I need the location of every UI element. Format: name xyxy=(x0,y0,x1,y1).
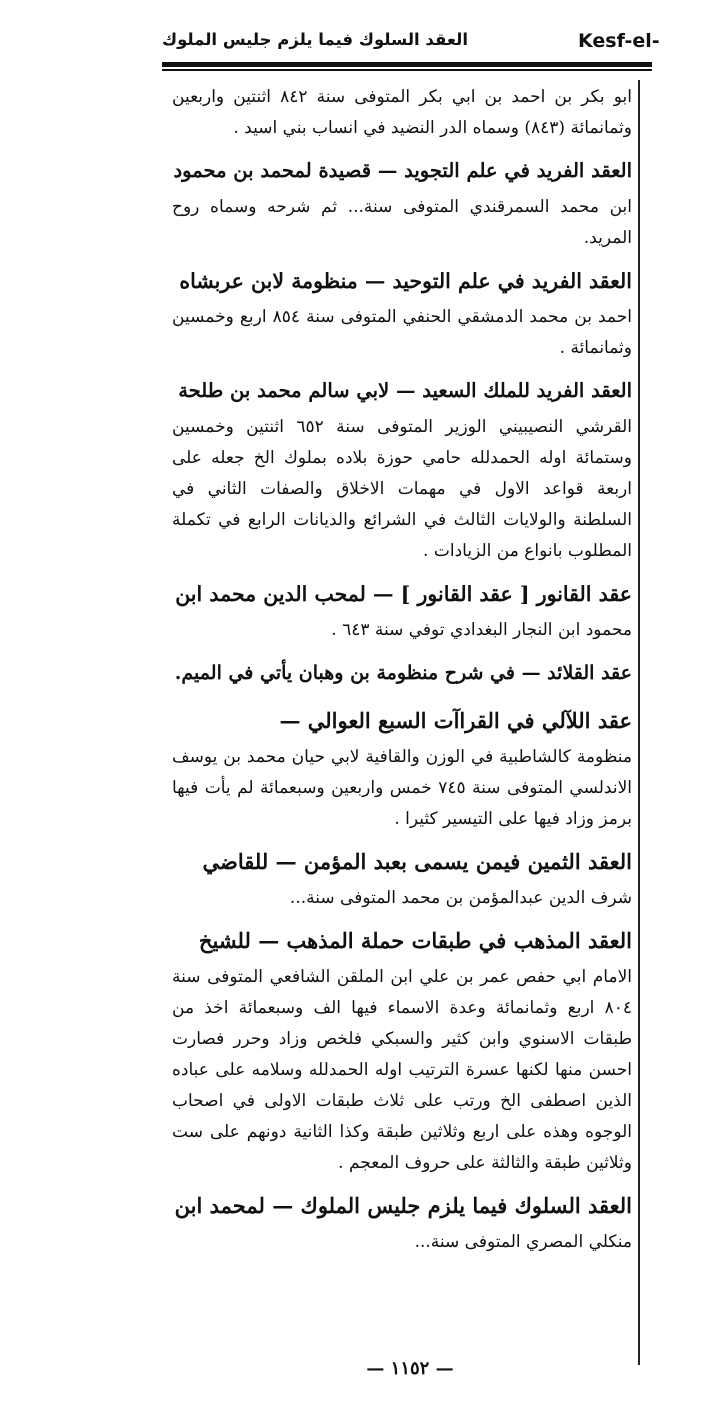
header-rule-thin xyxy=(162,69,652,71)
entry-heading: عقد القانور [ عقد القانور ] — لمحب الدين محمد ابن xyxy=(175,582,632,606)
entry-heading: عقد القلائد — في شرح منظومة بن وهبان يأتي في الميم. xyxy=(174,662,632,684)
entry-heading: العقد الفريد في علم التوحيد — منظومة لابن عربشاه xyxy=(179,269,632,293)
entry-body: ابو بكر بن احمد بن ابي بكر المتوفى سنة ٨٤٢ اثنتين واربعين وثمانمائة (٨٤٣) وسماه الدر النضيد في انساب بني اسيد . xyxy=(172,87,632,138)
page-number: — ١١٥٢ — xyxy=(366,1358,454,1379)
entry-body: الامام ابي حفص عمر بن علي ابن الملقن الشافعي المتوفى سنة ٨٠٤ اربع وثمانمائة وعدة الاسماء فيها الف وسبعمائة اخذ من طبقات الاسنوي وابن كثير والسبكي فلخص وزاد وحرر فصارت احسن منها لكنها عسرة الترتيب اوله الحمدلله وسلامه على عباده الذين اصطفى الخ ورتب على ثلاث طبقات الاولى في اصحاب الوجوه وهذه على اربع وثلاثين طبقة وكذا الثانية دونهم على ست وثلاثين طبقة والثالثة على حروف المعجم . xyxy=(172,967,632,1173)
entry xyxy=(172,652,632,694)
entry-body: شرف الدين عبدالمؤمن بن محمد المتوفى سنة... xyxy=(289,888,632,908)
entry xyxy=(172,260,632,364)
entry-body: القرشي النصيبيني الوزير المتوفى سنة ٦٥٢ اثنتين وخمسين وستمائة اوله الحمدلله حامي حوزة بلاده بملوك الخ جعله على اربعة قواعد الاول في مهمات الاخلاق والصفات الثاني في السلطنة والولايات الثالث في الشرائع والديانات الرابع في تكملة المطلوب بانواع من الزيادات . xyxy=(172,417,632,561)
entry xyxy=(172,700,632,835)
entries-column xyxy=(172,82,632,1264)
entry xyxy=(172,920,632,1179)
entry xyxy=(172,573,632,646)
entry xyxy=(172,150,632,254)
book-code: Kesf-el- xyxy=(578,30,660,52)
running-title: العقد السلوك فيما يلزم جليس الملوك xyxy=(161,30,468,49)
entry-body: منظومة كالشاطبية في الوزن والقافية لابي حيان محمد بن يوسف الاندلسي المتوفى سنة ٧٤٥ خمس واربعين وسبعمائة لم يأت فيها برمز وزاد فيها على التيسير كثيرا . xyxy=(172,747,632,829)
header-rule-thick xyxy=(162,62,652,67)
entry-heading: العقد الفريد في علم التجويد — قصيدة لمحمد بن محمود xyxy=(173,159,632,182)
entry-heading: العقد الثمين فيمن يسمى بعبد المؤمن — للقاضي xyxy=(202,849,632,874)
entry-heading: عقد اللآلي في القراآت السبع العوالي — xyxy=(279,708,632,733)
entry xyxy=(172,370,632,567)
entry xyxy=(172,82,632,144)
entry-body: ابن محمد السمرقندي المتوفى سنة... ثم شرحه وسماه روح المريد. xyxy=(172,197,632,248)
entry-heading: العقد الفريد للملك السعيد — لابي سالم محمد بن طلحة xyxy=(178,379,632,402)
entry xyxy=(172,1185,632,1258)
entry xyxy=(172,841,632,914)
entry-body: محمود ابن النجار البغدادي توفي سنة ٦٤٣ . xyxy=(331,620,632,640)
entry-heading: العقد السلوك فيما يلزم جليس الملوك — لمحمد ابن xyxy=(174,1193,632,1218)
entry-body: منكلي المصري المتوفى سنة... xyxy=(414,1232,632,1252)
margin-rule xyxy=(638,80,640,1365)
entry-heading: العقد المذهب في طبقات حملة المذهب — للشيخ xyxy=(198,928,632,953)
entry-body: احمد بن محمد الدمشقي الحنفي المتوفى سنة ٨٥٤ اربع وخمسين وثمانمائة . xyxy=(172,307,632,358)
